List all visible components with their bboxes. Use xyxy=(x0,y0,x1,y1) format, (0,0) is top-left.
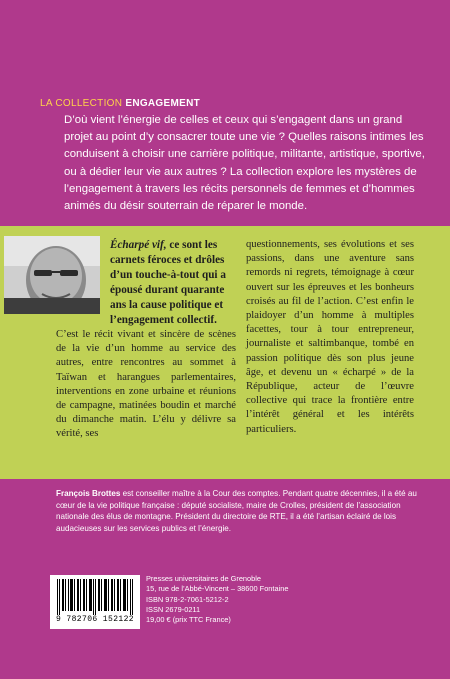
author-photo xyxy=(4,236,100,314)
blurb-right-column: questionnements, ses évolutions et ses passions, dans une aventure sans remords ni regrets, témoignage à cœur ouvert sur les épreuves et les bonheurs croisés au fil de l’action. C’est enfin le plaidoyer d’un homme à multiples facettes, tour à tour entrepreneur, journaliste et saltimbanque, tombé en passion politique dès son plus jeune âge, et devenu un « écharpé » de la République, acteur de l’œuvre collective qui trace la frontière entre l’intérêt général et les intérêts particuliers. xyxy=(246,239,414,435)
isbn: ISBN 978-2-7061-5212-2 xyxy=(146,594,229,604)
blurb-band xyxy=(0,226,450,479)
collection-intro: D’où vient l’énergie de celles et ceux qui s’engagent dans un grand projet au point d’y consacrer toute une vie ? Quelles raisons intimes les conduisent à choisir une carrière politique, militante, artistique, sportive, ou à dédier leur vie aux autres ? La collection explore les mystères de l’engagement à travers les récits personnels de femmes et d’hommes animés du désir souterrain de réparer le monde. xyxy=(64,114,425,213)
issn: ISSN 2679-0211 xyxy=(146,604,201,614)
publisher-address: 15, rue de l’Abbé-Vincent – 38600 Fontaine xyxy=(146,584,289,594)
author-bio-text: est conseiller maître à la Cour des comptes. Pendant quatre décennies, il a été au cœur de la vie politique française : député socialiste, maire de Crolles, président de l’association nationale des élus de montagne. Président du directoire de RTE, il a été l’artisan éclairé de lois audacieuses sur les services publics et l’énergie. xyxy=(56,489,417,533)
collection-heading xyxy=(40,98,200,109)
blurb-left-column: C’est le récit vivant et sincère de scènes de la vie d’un homme au service des autres, entre rencontres au sommet à Taïwan et harangues parlementaires, interventions en zone urbaine et réunions de campagne, matinées boudin et marché du dimanche matin. L’élu y délivre sa vérité, ses xyxy=(56,329,236,440)
publisher-info xyxy=(146,574,346,625)
barcode-bars xyxy=(55,579,135,615)
blurb-lead xyxy=(110,238,234,328)
author-name: François Brottes xyxy=(56,489,121,498)
author-bio xyxy=(56,488,426,534)
barcode-number: 9 782706 152122 xyxy=(55,615,134,624)
publisher-name: Presses universitaires de Grenoble xyxy=(146,574,262,583)
collection-name: ENGAGEMENT xyxy=(125,98,201,109)
collection-prefix: LA COLLECTION xyxy=(40,98,126,109)
price: 19,00 € (prix TTC France) xyxy=(146,615,231,625)
book-title: Écharpé vif, xyxy=(110,239,167,251)
blurb-lead-text: ce sont les carnets féroces et drôles d’un touche-à-tout qui a épousé durant quarante ans la cause politique et l’engagement collectif. xyxy=(110,239,226,326)
barcode xyxy=(50,575,140,629)
